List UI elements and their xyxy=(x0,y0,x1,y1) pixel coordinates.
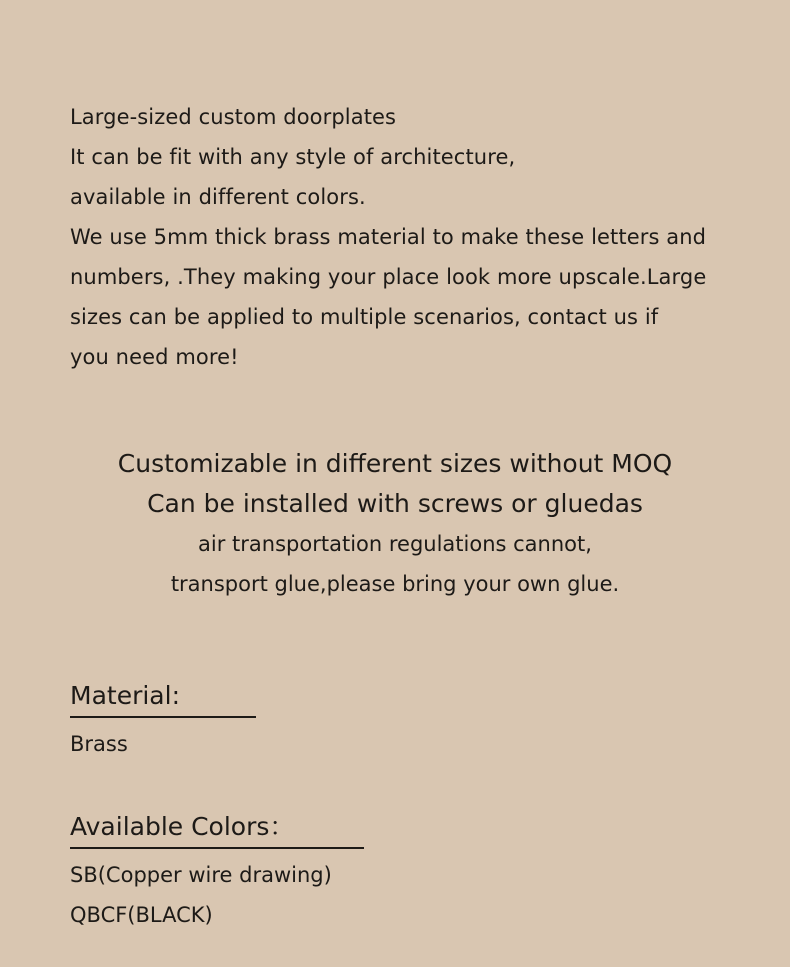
intro-line: you need more! xyxy=(70,345,239,369)
intro-paragraph xyxy=(70,97,740,377)
material-list xyxy=(70,724,256,764)
colors-underline xyxy=(70,847,364,849)
intro-line: sizes can be applied to multiple scenarios, contact us if xyxy=(70,305,659,329)
intro-line: We use 5mm thick brass material to make these letters and xyxy=(70,225,707,249)
color-option: SB(Copper wire drawing) xyxy=(70,863,332,887)
color-option: QBCF(BLACK) xyxy=(70,903,213,927)
intro-line: It can be fit with any style of architecture, xyxy=(70,145,516,169)
material-underline xyxy=(70,716,256,718)
material-value: Brass xyxy=(70,732,128,756)
features-block xyxy=(0,444,790,604)
feature-customizable: Customizable in different sizes without MOQ xyxy=(117,449,673,478)
intro-line: numbers, .They making your place look more upscale.Large xyxy=(70,265,707,289)
colors-list xyxy=(70,855,364,935)
shipping-note-line: air transportation regulations cannot, xyxy=(198,532,592,556)
material-heading: Material: xyxy=(70,681,180,710)
feature-installation: Can be installed with screws or gluedas xyxy=(147,489,643,518)
intro-line: Large-sized custom doorplates xyxy=(70,105,397,129)
intro-line: available in different colors. xyxy=(70,185,366,209)
material-section xyxy=(70,679,256,764)
colors-section xyxy=(70,810,364,935)
shipping-note-line: transport glue,please bring your own glue. xyxy=(170,572,620,596)
colors-heading: Available Colors： xyxy=(70,812,295,841)
